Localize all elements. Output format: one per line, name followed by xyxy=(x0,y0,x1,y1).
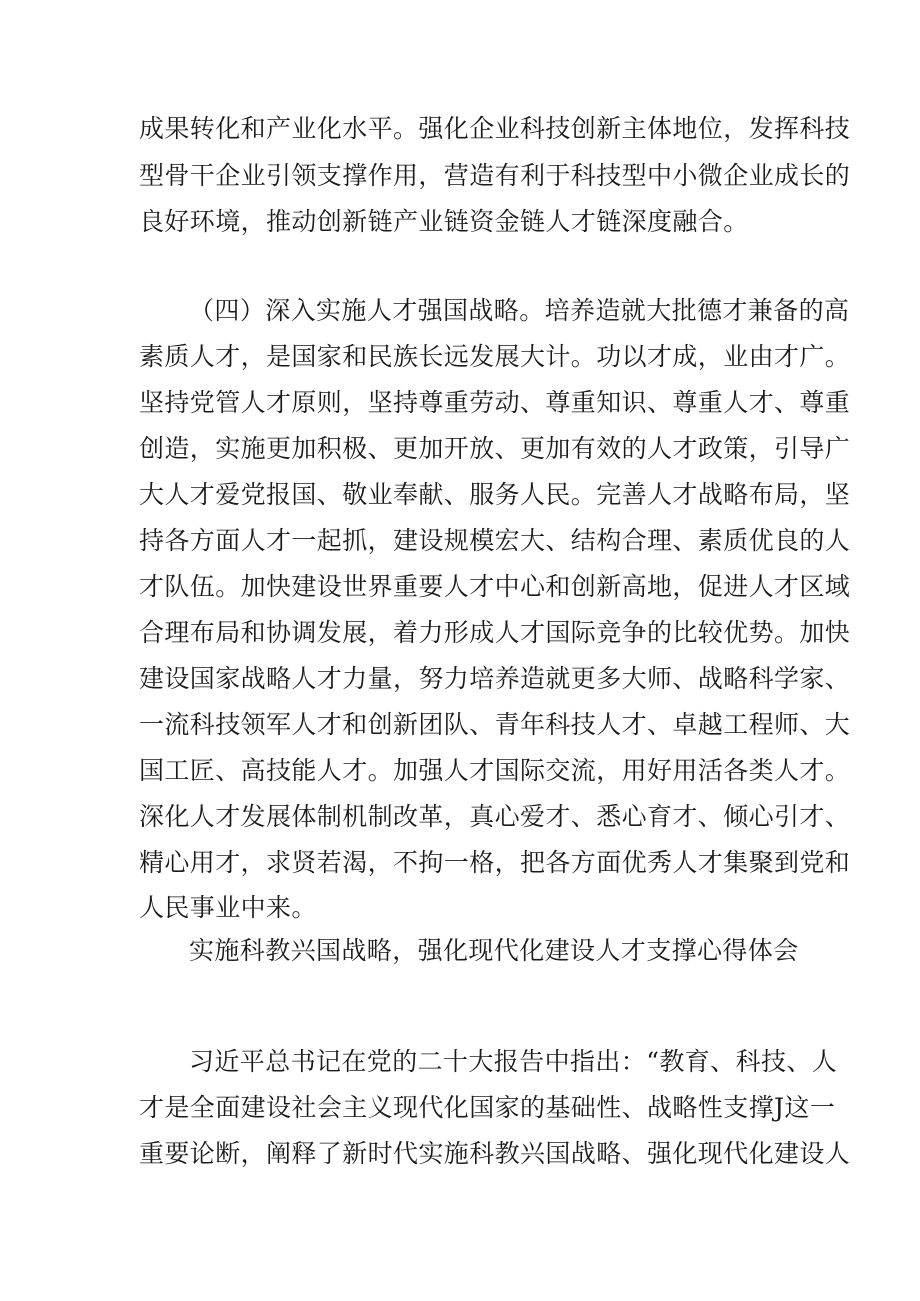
text-line: 良好环境，推动创新链产业链资金链人才链深度融合。 xyxy=(139,207,749,236)
text-line: 习近平总书记在党的二十大报告中指出：“教育、科技、人 xyxy=(189,1047,838,1076)
text-line: 国工匠、高技能人才。加强人才国际交流，用好用活各类人才。 xyxy=(139,756,851,785)
text-line: 成果转化和产业化水平。强化企业科技创新主体地位，发挥科技 xyxy=(139,114,851,143)
text-line: 素质人才，是国家和民族长远发展大计。功以才成，业由才广。 xyxy=(139,342,851,371)
document-title: 实施科教兴国战略，强化现代化建设人才支撑心得体会 xyxy=(189,936,799,965)
text-line: 重要论断，阐释了新时代实施科教兴国战略、强化现代化建设人 xyxy=(139,1139,851,1168)
text-line: 才是全面建设社会主义现代化国家的基础性、战略性支撑J这一 xyxy=(139,1093,836,1122)
text-line: 大人才爱党报国、敬业奉献、服务人民。完善人才战略布局，坚 xyxy=(139,480,851,509)
text-line: 创造，实施更加积极、更加开放、更加有效的人才政策，引导广 xyxy=(139,434,851,463)
text-line: 合理布局和协调发展，着力形成人才国际竞争的比较优势。加快 xyxy=(139,618,851,647)
text-line: 持各方面人才一起抓，建设规模宏大、结构合理、素质优良的人 xyxy=(139,526,851,555)
text-line: 型骨干企业引领支撑作用，营造有利于科技型中小微企业成长的 xyxy=(139,161,851,190)
text-line: 一流科技领军人才和创新团队、青年科技人才、卓越工程师、大 xyxy=(139,710,851,739)
text-line: （四）深入实施人才强国战略。培养造就大批德才兼备的高 xyxy=(189,296,850,325)
text-line: 深化人才发展体制机制改革，真心爱才、悉心育才、倾心引才、 xyxy=(139,802,851,831)
text-line: 才队伍。加快建设世界重要人才中心和创新高地，促进人才区域 xyxy=(139,572,851,601)
text-line: 人民事业中来。 xyxy=(139,893,317,922)
text-line: 建设国家战略人才力量，努力培养造就更多大师、战略科学家、 xyxy=(139,664,851,693)
text-line: 坚持党管人才原则，坚持尊重劳动、尊重知识、尊重人才、尊重 xyxy=(139,388,851,417)
text-line: 精心用才，求贤若渴，不拘一格，把各方面优秀人才集聚到党和 xyxy=(139,848,851,877)
